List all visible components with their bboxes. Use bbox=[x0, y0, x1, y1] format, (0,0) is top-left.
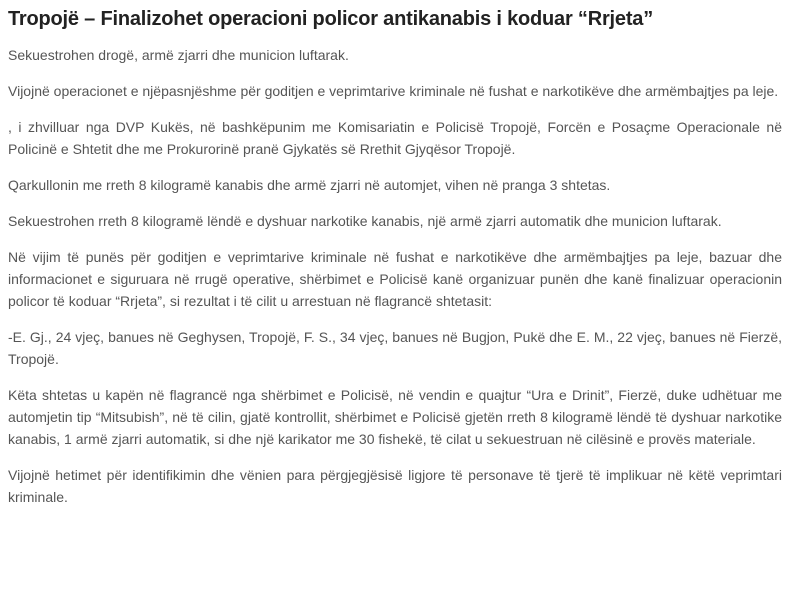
article-paragraph: Sekuestrohen rreth 8 kilogramë lëndë e dyshuar narkotike kanabis, një armë zjarri automatik dhe municion luftarak. bbox=[8, 213, 722, 229]
article-paragraph: Vijojnë operacionet e njëpasnjëshme për goditjen e veprimtarive kriminale në fushat e narkotikëve dhe armëmbajtjes pa leje. bbox=[8, 83, 779, 99]
article-paragraph-lead: Sekuestrohen drogë, armë zjarri dhe municion luftarak. bbox=[8, 47, 349, 63]
article-paragraph: Këta shtetas u kapën në flagrancë nga shërbimet e Policisë, në vendin e quajtur “Ura e Drinit”, Fierzë, duke udhëtuar me automjetin tip “Mitsubish”, në të cilin, gjatë kontrollit, shërbimet e Policisë gjetën rreth 8 kilogramë lëndë të dyshuar narkotike kanabis, 1 armë zjarri automatik, si dhe një karikator me 30 fishekë, të cilat u sekuestruan në cilësinë e provës materiale. bbox=[8, 387, 782, 447]
article-title: Tropojë – Finalizohet operacioni policor antikanabis i koduar “Rrjeta” bbox=[8, 8, 654, 30]
article-paragraph: , i zhvilluar nga DVP Kukës, në bashkëpunim me Komisariatin e Policisë Tropojë, Forcën e Posaçme Operacionale në Policinë e Shtetit dhe me Prokurorinë pranë Gjykatës së Rrethit Gjyqësor Tropojë. bbox=[8, 119, 782, 157]
article-paragraph: Në vijim të punës për goditjen e veprimtarive kriminale në fushat e narkotikëve dhe armëmbajtjes pa leje, bazuar dhe informacionet e siguruara në rrugë operative, shërbimet e Policisë kanë organizuar punën dhe kanë finalizuar operacionin policor të koduar “Rrjeta”, si rezultat i të cilit u arrestuan në flagrancë shtetasit: bbox=[8, 249, 782, 309]
article-paragraph: Qarkullonin me rreth 8 kilogramë kanabis dhe armë zjarri në automjet, vihen në pranga 3 shtetas. bbox=[8, 177, 611, 193]
article-paragraph: Vijojnë hetimet për identifikimin dhe vënien para përgjegjësisë ligjore të personave të tjerë të implikuar në këtë veprimtari kriminale. bbox=[8, 467, 782, 505]
article-paragraph: -E. Gj., 24 vjeç, banues në Geghysen, Tropojë, F. S., 34 vjeç, banues në Bugjon, Pukë dhe E. M., 22 vjeç, banues në Fierzë, Tropojë. bbox=[8, 329, 782, 367]
